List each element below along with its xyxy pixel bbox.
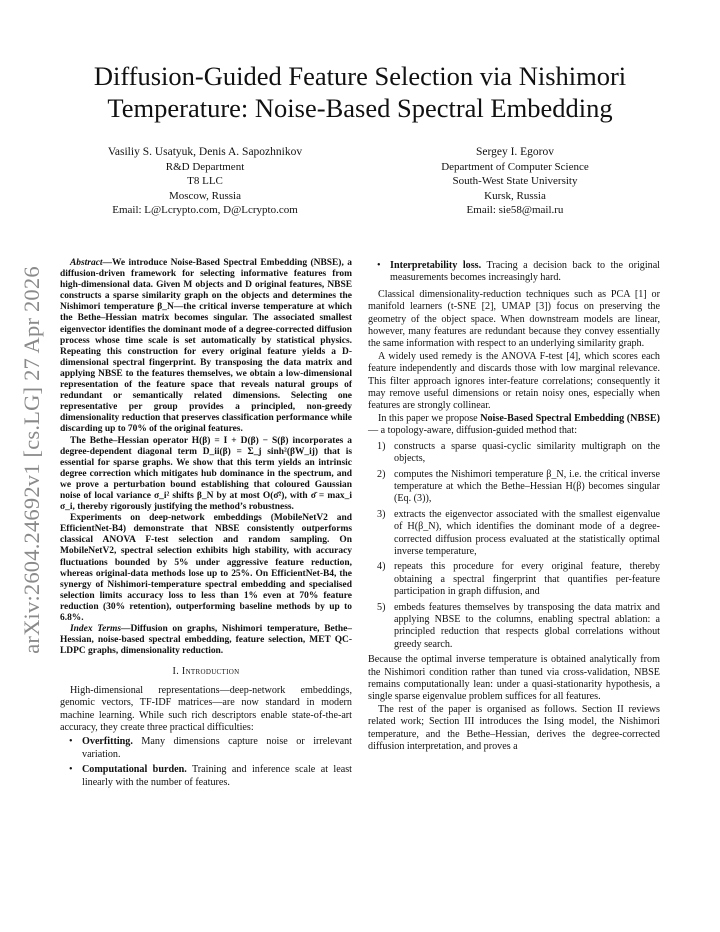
right-column [368,258,660,753]
section-heading-introduction [60,666,352,678]
bullet-icon: • [377,260,381,271]
list-item-heading: Interpretability loss. [390,260,482,271]
abstract-text-1: —We introduce Noise-Based Spectral Embedding (NBSE), a diffusion-driven framework for selecting informative features from high-dimensional data. Given M objects and D original features, NBSE constructs a sparse similarity graph on the objects and determines the Nishimori temperature β_N—the critical inverse temperature at which the Bethe–Hessian matrix becomes singular. The associated smallest eigenvector identifies the dominant mode of a degree-corrected diffusion process whose time scale is set automatically by statistical physics. Repeating this construction for every original feature yields a D-dimensional spectral fingerprint. By transposing the data matrix and applying NBSE to the features themselves, we obtain a low-dimensional representation of the feature space that reveals natural groups of redundant or semantically related dimensions. Selecting one representative per group provides a principled, non-greedy dimensionality reduction that preserves classification performance while discarding up to 70% of the original features. [60,258,352,435]
list-item [368,441,660,466]
bullet-icon: • [69,764,73,776]
author-email: Email: L@Lcrypto.com, D@Lcrypto.com [112,204,298,216]
list-item [60,764,352,789]
list-item-number: 2) [377,468,386,480]
author-location: Kursk, Russia [484,189,546,202]
contribution-list [368,441,660,652]
author-list [70,145,650,218]
intro-paragraph-5: Because the optimal inverse temperature is obtained analytically from the Nishimori condition rather than tuned via cross-validation, NBSE remains computationally lean: under a quasi-stationarity hypothesis, a single sparse eigenvalue problem suffices for all features. [368,654,660,703]
index-terms-text: —Diffusion on graphs, Nishimori temperature, Bethe–Hessian, noise-based spectral embedding, feature selection, MET QC-LDPC graphs, dimensionality reduction. [60,624,352,657]
section-numeral: I. [172,666,180,678]
list-item-text: extracts the eigenvector associated with the smallest eigenvalue of H(β_N), which identifies the dominant mode of a degree-corrected diffusion process evaluated at the statistically optimal inverse temperature, [394,508,660,557]
list-item [60,736,352,761]
paper-title: Diffusion-Guided Feature Selection via Nishimori Temperature: Noise-Based Spectral Embedding [93,61,627,123]
intro-paragraph-1: High-dimensional representations—deep-network embeddings, genomic vectors, TF-IDF matrices—are now standard in modern machine learning. While such rich descriptors enable state-of-the-art accuracy, they create three practical difficulties: [60,684,352,733]
author-organization: South-West State University [452,175,578,187]
author-organization: T8 LLC [187,175,223,187]
arxiv-id-text: arXiv:2604.24692v1 [cs.LG] 27 Apr 2026 [19,266,44,654]
intro-paragraph-3: A widely used remedy is the ANOVA F-test [4], which scores each feature independently and discards those with low marginal relevance. This filter approach ignores inter-feature correlations; consequently it may remove useful dimensions or retain noisy ones, especially when features are strongly collinear. [368,350,660,412]
list-item-heading: Computational burden. [82,764,187,776]
list-item-text: embeds features themselves by transposing the data matrix and applying NBSE to the columns, enabling spectral ablation: a principled reduction that respects global correlations without greedy search. [394,601,660,650]
list-item-number: 3) [377,508,386,520]
list-item-number: 5) [377,601,386,613]
abstract-paragraph-2: The Bethe–Hessian operator H(β) = I + D(β) − S(β) incorporates a degree-dependent diagonal term D_ii(β) = Σ_j sinh²(βW_ij) that is essential for sparse graphs. We show that this term yields an intrinsic degree correction which mitigates hub dominance in the spectrum, and we prove a perturbation bound establishing that coloured Gaussian noise of local variance σ_i² shifts β_N by at most O(σ̄²), with σ̄ = max_i σ_i, thereby rigorously justifying the method’s robustness. [60,435,352,513]
index-terms-label: Index Terms [70,624,122,635]
method-name: Noise-Based Spectral Embedding (NBSE) [480,412,660,424]
list-item-text: constructs a sparse quasi-cyclic similarity multigraph on the objects, [394,440,660,465]
arxiv-identifier-stamp [10,260,54,660]
list-item-text: repeats this procedure for every original feature, thereby obtaining a spectral fingerprint that quantifies per-feature participation in graph diffusion, and [394,561,660,598]
section-title: Introduction [181,666,240,678]
abstract-label: Abstract [70,258,103,268]
list-item [368,260,660,285]
list-item-number: 1) [377,440,386,452]
list-item-text: Many dimensions capture noise or irrelevant variation. [82,736,352,760]
author-block-1 [70,145,340,218]
author-department: Department of Computer Science [441,160,589,173]
list-item [368,509,660,559]
intro-paragraph-2: Classical dimensionality-reduction techniques such as PCA [1] or manifold learners (t-SNE [2], UMAP [3]) focus on preserving the geometry of the object space. When downstream models are linear, however, many features are redundant because they convey essentially the same information with respect to an underlying similarity graph. [368,288,660,350]
list-item [368,561,660,598]
list-item-number: 4) [377,561,386,573]
paragraph-text: In this paper we propose [378,412,481,424]
paragraph-text: — a topology-aware, diffusion-guided method that: [368,425,578,437]
list-item-heading: Overfitting. [82,736,133,748]
list-item-text: Tracing a decision back to the original measurements becomes increasingly hard. [390,260,660,284]
author-department: R&D Department [165,160,245,173]
intro-paragraph-4 [368,413,660,438]
bullet-icon: • [69,736,73,748]
list-item [368,469,660,506]
list-item-text: computes the Nishimori temperature β_N, i.e. the critical inverse temperature at which the Bethe–Hessian H(β) becomes singular (Eq. (3)), [394,468,660,505]
author-block-2 [380,145,650,218]
author-location: Moscow, Russia [168,189,241,202]
difficulty-list-continued [368,260,660,285]
author-email: Email: sie58@mail.ru [466,204,564,216]
author-names: Sergey I. Egorov [475,146,555,158]
abstract-paragraph-1 [60,258,352,436]
left-column [60,258,352,792]
list-item-text: Training and inference scale at least linearly with the number of features. [82,764,352,788]
author-names: Vasiliy S. Usatyuk, Denis A. Sapozhnikov [107,146,303,158]
difficulty-list [60,736,352,789]
list-item [368,602,660,652]
index-terms [60,624,352,657]
abstract-paragraph-3: Experiments on deep-network embeddings (MobileNetV2 and EfficientNet-B4) demonstrate that NBSE consistently outperforms classical ANOVA F-test selection and random sampling. On MobileNetV2, spectral selection exhibits high stability, with accuracy fluctuations bounded by 5% under aggressive feature reduction, whereas original-data methods lose up to 25%. On EfficientNet-B4, the synergy of Nishimori-temperature spectral embedding and specialised selection limits accuracy loss to less than 1% even at 70% feature reduction (30% retention), outperforming baseline methods by up to 6.8%. [60,513,352,623]
intro-paragraph-6: The rest of the paper is organised as follows. Section II reviews related work; Section III introduces the Ising model, the Nishimori temperature, and the Bethe–Hessian, derives the degree-corrected diffusion interpretation, and proves a [368,703,660,753]
